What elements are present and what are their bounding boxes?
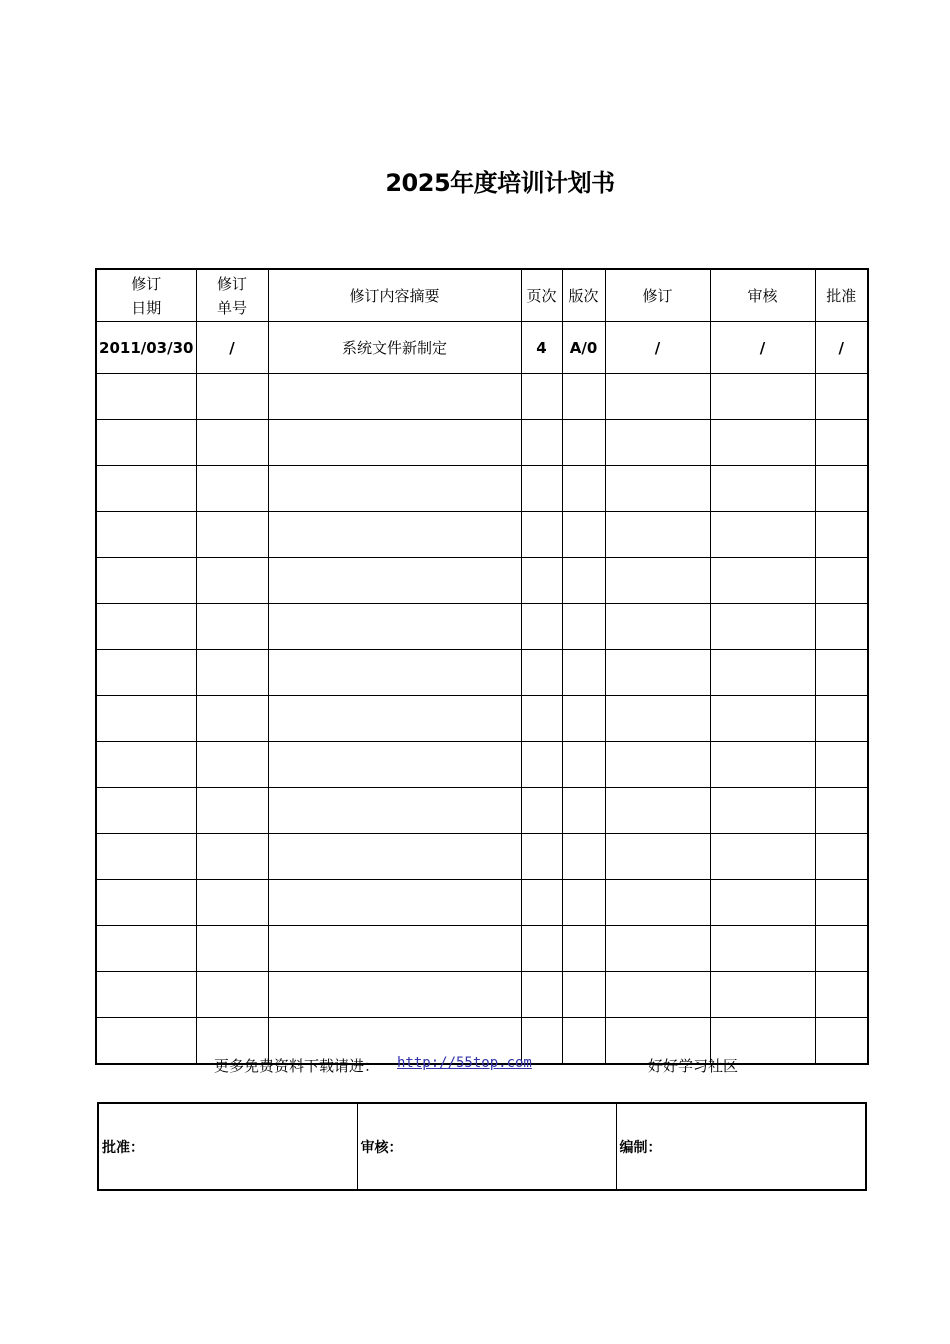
- table-cell[interactable]: [562, 788, 605, 834]
- signature-row: [98, 1103, 866, 1190]
- table-cell[interactable]: [196, 558, 268, 604]
- table-cell[interactable]: [268, 512, 521, 558]
- table-cell[interactable]: [96, 604, 196, 650]
- table-cell[interactable]: [268, 374, 521, 420]
- header-revision-summary: 修订内容摘要: [268, 269, 521, 322]
- cell-page: 4: [521, 322, 562, 374]
- table-row: [96, 788, 868, 834]
- table-cell[interactable]: [562, 558, 605, 604]
- table-row: [96, 604, 868, 650]
- table-cell[interactable]: [96, 512, 196, 558]
- table-cell[interactable]: [196, 650, 268, 696]
- table-cell[interactable]: [268, 696, 521, 742]
- table-cell[interactable]: [562, 650, 605, 696]
- footer-community-text: 好好学习社区: [648, 1057, 739, 1075]
- table-cell[interactable]: [710, 834, 815, 880]
- table-cell[interactable]: [96, 650, 196, 696]
- table-cell[interactable]: [710, 420, 815, 466]
- table-cell[interactable]: [196, 466, 268, 512]
- header-revision-date: 修订 日期: [96, 269, 196, 322]
- table-row: [96, 322, 868, 374]
- header-page: 页次: [521, 269, 562, 322]
- table-cell[interactable]: [562, 696, 605, 742]
- table-cell[interactable]: [815, 650, 868, 696]
- table-cell[interactable]: [96, 972, 196, 1018]
- table-cell[interactable]: [521, 650, 562, 696]
- table-cell[interactable]: [815, 926, 868, 972]
- table-cell[interactable]: [815, 696, 868, 742]
- revision-table: [95, 268, 869, 1065]
- table-cell[interactable]: [521, 834, 562, 880]
- table-cell[interactable]: [605, 374, 710, 420]
- table-cell[interactable]: [196, 696, 268, 742]
- table-cell[interactable]: [562, 972, 605, 1018]
- table-row: [96, 420, 868, 466]
- table-cell[interactable]: [521, 880, 562, 926]
- table-cell[interactable]: [710, 512, 815, 558]
- table-cell[interactable]: [196, 420, 268, 466]
- table-cell[interactable]: [196, 880, 268, 926]
- document-title: 2025年度培训计划书: [385, 169, 615, 197]
- table-cell[interactable]: [815, 420, 868, 466]
- table-cell[interactable]: [605, 972, 710, 1018]
- table-cell[interactable]: [710, 742, 815, 788]
- table-cell[interactable]: [605, 512, 710, 558]
- header-reviewed: 审核: [710, 269, 815, 322]
- table-cell[interactable]: [96, 558, 196, 604]
- table-cell[interactable]: [605, 788, 710, 834]
- table-cell[interactable]: [96, 742, 196, 788]
- table-cell[interactable]: [268, 650, 521, 696]
- table-cell[interactable]: [562, 374, 605, 420]
- table-cell[interactable]: [268, 880, 521, 926]
- table-cell[interactable]: [605, 742, 710, 788]
- table-cell[interactable]: [605, 466, 710, 512]
- table-cell[interactable]: [605, 880, 710, 926]
- table-cell[interactable]: [815, 834, 868, 880]
- table-cell[interactable]: [605, 420, 710, 466]
- table-cell[interactable]: [562, 834, 605, 880]
- prepare-field[interactable]: 编制：: [616, 1103, 866, 1190]
- table-cell[interactable]: [521, 374, 562, 420]
- table-cell[interactable]: [710, 696, 815, 742]
- table-cell[interactable]: [562, 420, 605, 466]
- table-cell[interactable]: [815, 374, 868, 420]
- table-cell[interactable]: [268, 834, 521, 880]
- table-cell[interactable]: [815, 742, 868, 788]
- table-cell[interactable]: [521, 926, 562, 972]
- table-cell[interactable]: [710, 558, 815, 604]
- table-row: [96, 742, 868, 788]
- table-cell[interactable]: [815, 604, 868, 650]
- table-cell[interactable]: [268, 788, 521, 834]
- table-cell[interactable]: [710, 880, 815, 926]
- table-cell[interactable]: [521, 972, 562, 1018]
- cell-reviewed: /: [710, 322, 815, 374]
- table-cell[interactable]: [521, 512, 562, 558]
- table-row: [96, 834, 868, 880]
- cell-revised: /: [605, 322, 710, 374]
- table-cell[interactable]: [268, 558, 521, 604]
- cell-number: /: [196, 322, 268, 374]
- table-row: [96, 512, 868, 558]
- table-cell[interactable]: [562, 742, 605, 788]
- table-row: [96, 466, 868, 512]
- table-cell[interactable]: [268, 972, 521, 1018]
- table-cell[interactable]: [268, 742, 521, 788]
- table-cell[interactable]: [96, 880, 196, 926]
- table-row: [96, 696, 868, 742]
- table-cell[interactable]: [521, 466, 562, 512]
- table-cell[interactable]: [521, 604, 562, 650]
- table-cell[interactable]: [710, 374, 815, 420]
- table-cell[interactable]: [521, 420, 562, 466]
- table-row: [96, 374, 868, 420]
- table-cell[interactable]: [562, 466, 605, 512]
- table-cell[interactable]: [521, 696, 562, 742]
- table-cell[interactable]: [96, 696, 196, 742]
- table-cell[interactable]: [521, 558, 562, 604]
- table-cell[interactable]: [605, 604, 710, 650]
- table-row: [96, 972, 868, 1018]
- footer-link[interactable]: http://55top.com: [397, 1055, 532, 1071]
- table-row: [96, 926, 868, 972]
- table-cell[interactable]: [96, 420, 196, 466]
- table-cell[interactable]: [562, 926, 605, 972]
- header-revision-number: 修订 单号: [196, 269, 268, 322]
- table-cell[interactable]: [562, 880, 605, 926]
- table-cell[interactable]: [96, 834, 196, 880]
- table-cell[interactable]: [710, 926, 815, 972]
- table-cell[interactable]: [605, 558, 710, 604]
- table-cell[interactable]: [815, 880, 868, 926]
- cell-date: 2011/03/30: [96, 322, 196, 374]
- table-cell[interactable]: [815, 972, 868, 1018]
- table-cell[interactable]: [196, 972, 268, 1018]
- table-header-row: [96, 269, 868, 322]
- table-cell[interactable]: [710, 788, 815, 834]
- table-cell[interactable]: [268, 420, 521, 466]
- table-cell[interactable]: [268, 466, 521, 512]
- table-cell[interactable]: [815, 788, 868, 834]
- table-cell[interactable]: [815, 558, 868, 604]
- table-cell[interactable]: [815, 466, 868, 512]
- table-cell[interactable]: [196, 834, 268, 880]
- table-cell[interactable]: [605, 926, 710, 972]
- cell-summary: 系统文件新制定: [268, 322, 521, 374]
- table-cell[interactable]: [605, 696, 710, 742]
- table-cell[interactable]: [710, 604, 815, 650]
- table-cell[interactable]: [196, 742, 268, 788]
- table-cell[interactable]: [815, 512, 868, 558]
- cell-version: A/0: [562, 322, 605, 374]
- table-cell[interactable]: [605, 650, 710, 696]
- review-field[interactable]: 审核：: [357, 1103, 616, 1190]
- table-cell[interactable]: [196, 512, 268, 558]
- table-cell[interactable]: [562, 604, 605, 650]
- table-row: [96, 650, 868, 696]
- table-cell[interactable]: [710, 972, 815, 1018]
- table-cell[interactable]: [268, 926, 521, 972]
- table-cell[interactable]: [96, 374, 196, 420]
- table-cell[interactable]: [521, 788, 562, 834]
- table-cell[interactable]: [605, 834, 710, 880]
- header-revised: 修订: [605, 269, 710, 322]
- table-cell[interactable]: [196, 604, 268, 650]
- header-version: 版次: [562, 269, 605, 322]
- table-cell[interactable]: [196, 374, 268, 420]
- table-cell[interactable]: [562, 512, 605, 558]
- table-row: [96, 880, 868, 926]
- footer-text: 更多免费资料下载请进：: [214, 1057, 380, 1075]
- table-cell[interactable]: [196, 788, 268, 834]
- header-approved: 批准: [815, 269, 868, 322]
- table-cell[interactable]: [96, 466, 196, 512]
- table-cell[interactable]: [268, 604, 521, 650]
- footer: [0, 1055, 950, 1075]
- table-row: [96, 558, 868, 604]
- signature-table: [97, 1102, 867, 1191]
- cell-approved: /: [815, 322, 868, 374]
- table-cell[interactable]: [96, 788, 196, 834]
- table-cell[interactable]: [710, 650, 815, 696]
- table-cell[interactable]: [96, 926, 196, 972]
- table-cell[interactable]: [196, 926, 268, 972]
- approve-field[interactable]: 批准：: [98, 1103, 357, 1190]
- table-cell[interactable]: [521, 742, 562, 788]
- table-cell[interactable]: [710, 466, 815, 512]
